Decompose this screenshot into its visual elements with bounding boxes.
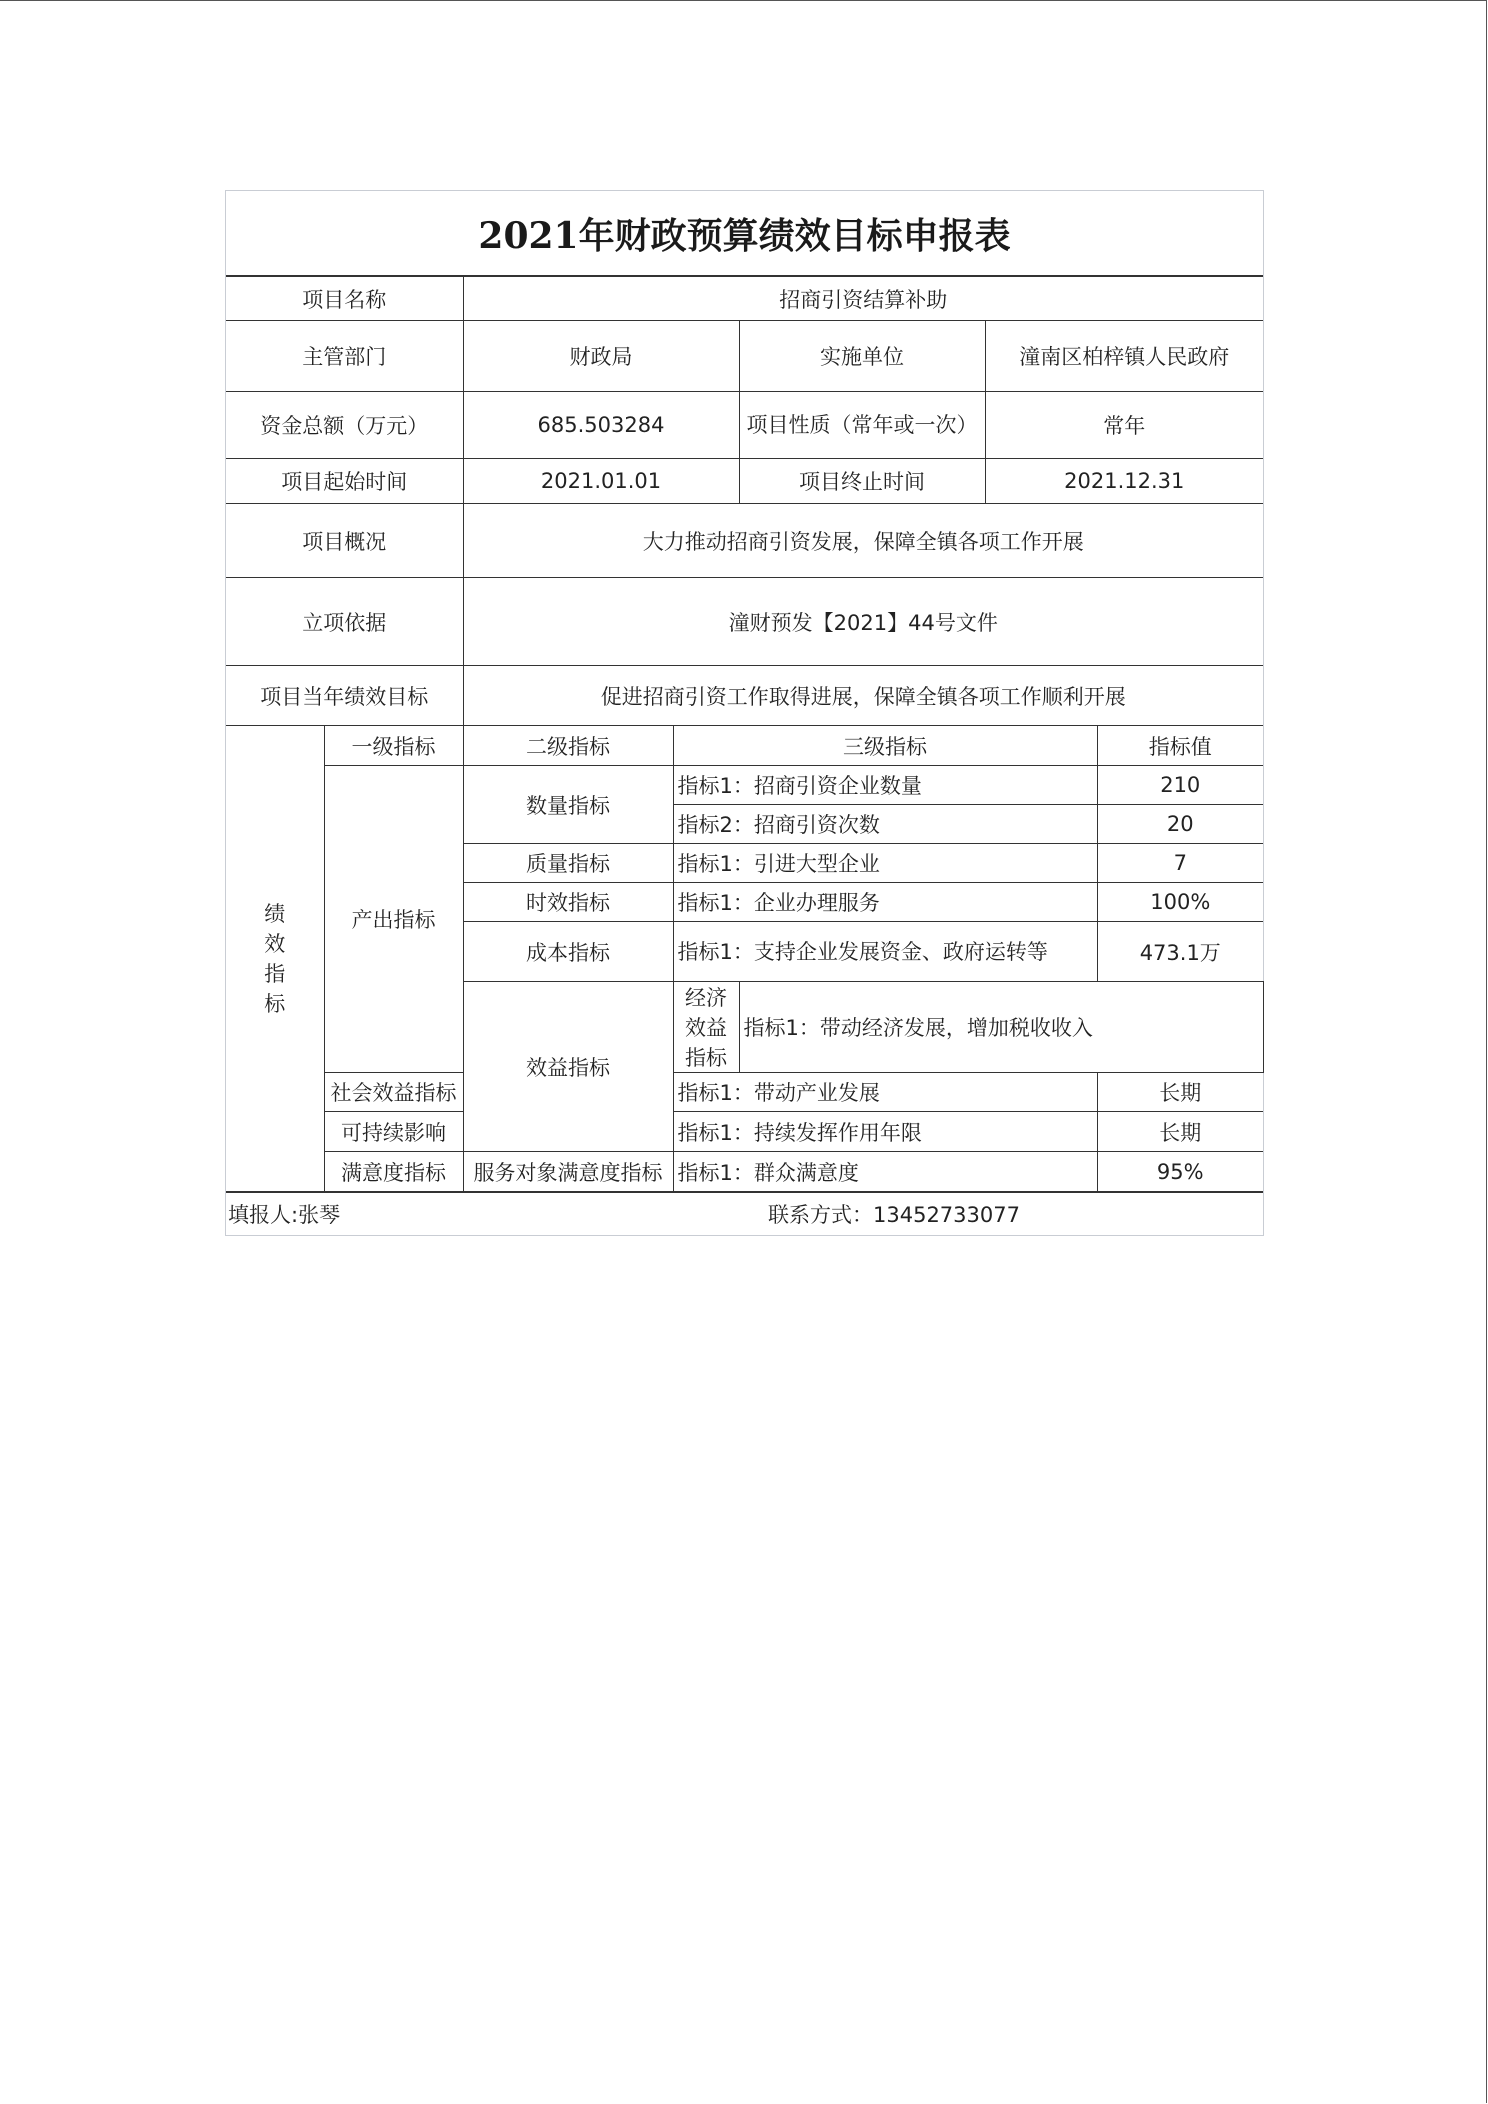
level3-cell: 指标1：带动产业发展 (673, 1073, 1097, 1112)
row-project-name (226, 277, 1263, 321)
overview-label: 项目概况 (226, 504, 463, 578)
row-overview (226, 504, 1263, 578)
indicator-header-row (226, 726, 1263, 766)
value-cell: 473.1万 (1097, 922, 1263, 982)
header-level2: 二级指标 (463, 726, 673, 766)
row-goal (226, 666, 1263, 726)
header-level3: 三级指标 (673, 726, 1097, 766)
impl-value: 潼南区柏梓镇人民政府 (985, 321, 1263, 392)
indicators-section-text: 绩效指标 (264, 901, 286, 1016)
level3-cell: 指标1：群众满意度 (673, 1152, 1097, 1192)
value-cell: 长期 (1097, 1073, 1263, 1112)
satisfaction-indicator-label: 满意度指标 (324, 1152, 463, 1192)
project-name-value: 招商引资结算补助 (463, 277, 1263, 321)
row-basis (226, 578, 1263, 666)
row-fund (226, 392, 1263, 459)
fund-label: 资金总额（万元） (226, 392, 463, 459)
end-label: 项目终止时间 (739, 459, 985, 504)
form-footer (226, 1192, 1263, 1235)
dept-value: 财政局 (463, 321, 739, 392)
project-name-label: 项目名称 (226, 277, 463, 321)
value-cell: 20 (1097, 805, 1263, 844)
impl-label: 实施单位 (739, 321, 985, 392)
cost-indicator-label: 成本指标 (463, 922, 673, 982)
level3-cell: 指标1：企业办理服务 (673, 883, 1097, 922)
social-indicator-label: 社会效益指标 (324, 1073, 463, 1112)
quality-indicator-label: 质量指标 (463, 844, 673, 883)
form-table (226, 276, 1263, 1192)
header-level1: 一级指标 (324, 726, 463, 766)
value-cell: 100% (1097, 883, 1263, 922)
budget-form (225, 190, 1264, 1236)
overview-value: 大力推动招商引资发展，保障全镇各项工作开展 (463, 504, 1263, 578)
benefit-indicator-label: 效益指标 (463, 982, 673, 1152)
table-row (226, 766, 1263, 805)
nature-label: 项目性质（常年或一次） (739, 392, 985, 459)
timeliness-indicator-label: 时效指标 (463, 883, 673, 922)
goal-label: 项目当年绩效目标 (226, 666, 463, 726)
indicators-section-label (226, 726, 324, 1192)
row-department (226, 321, 1263, 392)
sustain-indicator-label: 可持续影响 (324, 1112, 463, 1152)
level3-cell: 指标1：支持企业发展资金、政府运转等 (673, 922, 1097, 982)
value-cell: 210 (1097, 766, 1263, 805)
level3-cell: 指标1：持续发挥作用年限 (673, 1112, 1097, 1152)
value-cell: 7 (1097, 844, 1263, 883)
dept-label: 主管部门 (226, 321, 463, 392)
table-row (226, 1152, 1263, 1192)
basis-label: 立项依据 (226, 578, 463, 666)
fund-value: 685.503284 (463, 392, 739, 459)
value-cell: 长期 (1097, 1112, 1263, 1152)
value-cell: 95% (1097, 1152, 1263, 1192)
nature-value: 常年 (985, 392, 1263, 459)
basis-value: 潼财预发【2021】44号文件 (463, 578, 1263, 666)
header-value: 指标值 (1097, 726, 1263, 766)
economic-indicator-label: 经济效益指标 (673, 982, 739, 1073)
level3-cell: 指标2：招商引资次数 (673, 805, 1097, 844)
contact-info: 联系方式：13452733077 (768, 1203, 1020, 1227)
start-value: 2021.01.01 (463, 459, 739, 504)
quantity-indicator-label: 数量指标 (463, 766, 673, 844)
level3-cell: 指标1：引进大型企业 (673, 844, 1097, 883)
level3-cell: 指标1：招商引资企业数量 (673, 766, 1097, 805)
row-dates (226, 459, 1263, 504)
service-indicator-label: 服务对象满意度指标 (463, 1152, 673, 1192)
filler-name: 填报人:张琴 (228, 1203, 341, 1227)
goal-value: 促进招商引资工作取得进展，保障全镇各项工作顺利开展 (463, 666, 1263, 726)
output-indicator-label: 产出指标 (324, 766, 463, 1073)
table-row (226, 1073, 1263, 1112)
level3-cell: 指标1：带动经济发展，增加税收收入 (739, 982, 1263, 1073)
table-row (226, 1112, 1263, 1152)
start-label: 项目起始时间 (226, 459, 463, 504)
form-title: 2021年财政预算绩效目标申报表 (226, 191, 1263, 276)
end-value: 2021.12.31 (985, 459, 1263, 504)
